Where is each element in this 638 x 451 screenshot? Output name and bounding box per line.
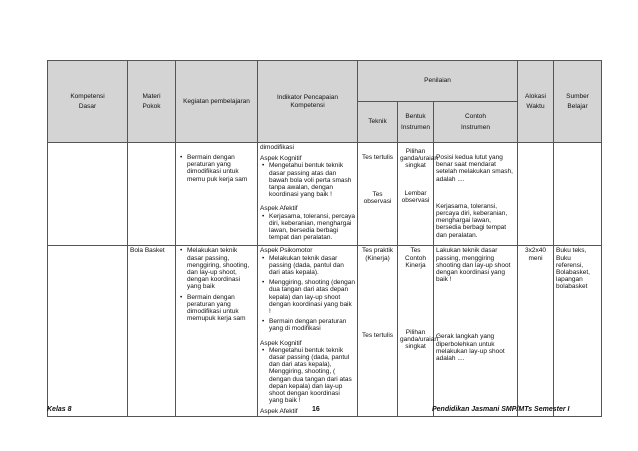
- kegiatan-item: • Bermain dengan peraturan yang dimodifikasi untuk memupuk kerja sam: [187, 294, 255, 323]
- col-contoh-header: Contoh Instrumen: [434, 102, 518, 143]
- col-sumber-header: Sumber Belajar: [554, 61, 602, 143]
- materi-cell: Bola Basket: [128, 246, 176, 416]
- indikator-item: • Bermain dengan peraturan yang di modifikasi: [269, 318, 355, 332]
- col-indikator-header: Indikator Pencapaian Kompetensi: [258, 61, 358, 143]
- indikator-cell: [258, 143, 358, 246]
- bentuk-cell: Tes Contoh Kinerja Pilihan ganda/uraian singkat: [398, 246, 434, 416]
- contoh-cell: Lakukan teknik dasar passing, menggiring shooting dan lay-up shoot dengan koordinasi yang baik ! Gerak langkah yang diperbolehkan untuk melakukan lay-up shoot adalah ....: [434, 246, 518, 416]
- col-kompetensi-header: Kompetensi Dasar: [48, 61, 128, 143]
- table-row: [48, 143, 602, 246]
- bentuk-cell: Pilihan ganda/uraian singkat Lembar observasi: [398, 143, 434, 246]
- materi-cell: [128, 143, 176, 246]
- page-number: 16: [312, 406, 320, 413]
- sumber-cell: Buku teks, Buku referensi, Bolabasket, lapangan bolabasket: [554, 246, 602, 416]
- indikator-text: dimodifikasi: [260, 144, 294, 151]
- teknik-cell: Tes praktik (Kinerja) Tes tertulis: [358, 246, 398, 416]
- footer-subject-label: Pendidikan Jasmani SMP/MTs Semester I: [432, 406, 570, 413]
- col-teknik-header: Teknik: [358, 102, 398, 143]
- kegiatan-item: • Melakukan teknik dasar passing, menggiring, shooting, dan lay-up shoot, dengan koordinasi yang baik: [187, 247, 255, 290]
- alokasi-cell: [518, 143, 554, 246]
- kegiatan-cell: [176, 246, 258, 416]
- indikator-item: • Melakukan teknik dasar passing (dada, pantul dan dari atas kepala).: [269, 255, 355, 277]
- syllabus-table: [47, 60, 602, 417]
- col-penilaian-header: Penilaian: [358, 61, 518, 102]
- col-materi-header: Materi Pokok: [128, 61, 176, 143]
- alokasi-cell: 3x2x40 meni: [518, 246, 554, 416]
- col-kegiatan-header: Kegiatan pembelajaran: [176, 61, 258, 143]
- indikator-item: • Kerjasama, toleransi, percaya diri, keberanian, menghargai lawan, bersedia berbagi tempat dan peralatan.: [269, 213, 355, 242]
- table-row: [48, 246, 602, 416]
- sumber-cell: [554, 143, 602, 246]
- aspect-label: Aspek Afektif: [260, 205, 298, 213]
- contoh-cell: Posisi kedua lutut yang benar saat mendarat setelah melakukan smash, adalah .... Kerjasama, toleransi, percaya diri, keberanian, menghargai lawan, bersedia berbagi tempat dan peralatan.: [434, 143, 518, 246]
- teknik-cell: Tes tertulis Tes observasi: [358, 143, 398, 246]
- indikator-cell: [258, 246, 358, 416]
- aspect-label: Aspek Psikomotor: [260, 247, 313, 255]
- col-alokasi-header: Alokasi Waktu: [518, 61, 554, 143]
- indikator-item: • Mengetahui bentuk teknik dasar passing (dada, pantul dan dari atas kepala), Menggiring, shooting, ( dengan dua tangan dari atas depan kepala) dan lay-up shoot dengan koordinasi yang baik !: [269, 347, 355, 405]
- footer-class-label: Kelas 8: [47, 406, 72, 413]
- kompetensi-cell: [48, 246, 128, 416]
- aspect-label: Aspek Afektif: [260, 407, 298, 415]
- kegiatan-item: • Bermain dengan peraturan yang dimodifikasi untuk memu puk kerja sam: [187, 154, 255, 183]
- indikator-item: • Menggiring, shooting (dengan dua tangan dari atas depan kepala) dan lay-up shoot dengan koordinasi yang baik !: [269, 279, 355, 315]
- header-row: [48, 61, 602, 102]
- aspect-label: Aspek Kognitif: [260, 155, 302, 163]
- kegiatan-cell: [176, 143, 258, 246]
- indikator-item: • Mengetahui bentuk teknik dasar passing atas dan bawah bola voli perta smash tanpa awalan, dengan koordinasi yang baik !: [269, 162, 355, 198]
- col-bentuk-header: Bentuk Instrumen: [398, 102, 434, 143]
- kompetensi-cell: [48, 143, 128, 246]
- aspect-label: Aspek Kognitif: [260, 339, 302, 347]
